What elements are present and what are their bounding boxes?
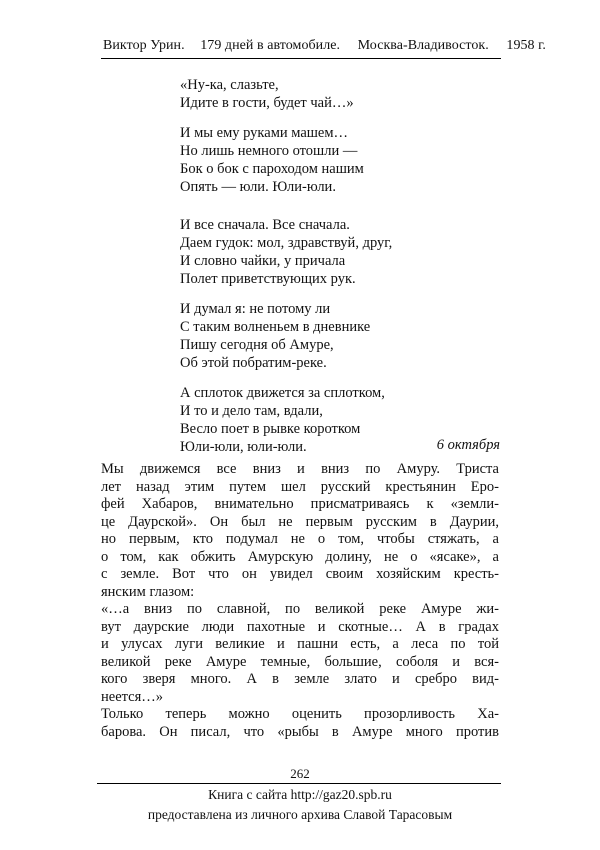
poem-line: Даем гудок: мол, здравствуй, друг, — [180, 235, 393, 251]
poem-stanza — [180, 300, 392, 372]
poem-stanza — [180, 124, 392, 196]
prose-line: и улусах луги великие и пашни есть, а леса по той — [101, 636, 499, 652]
entry-date: 6 октября — [436, 437, 500, 453]
footer-credit: предоставлена из личного архива Славой Тарасовым — [147, 807, 453, 822]
poem-line: И все сначала. Все сначала. — [180, 217, 350, 233]
header-title: 179 дней в автомобиле. — [200, 38, 341, 53]
poem-line: Опять — юли. Юли-юли. — [180, 179, 336, 195]
prose-line: неется…» — [101, 688, 164, 705]
footer-divider — [97, 783, 501, 784]
header-divider — [101, 58, 501, 59]
prose-line: кого зверя много. А в земле злато и сребро вид- — [101, 671, 499, 687]
poem — [180, 76, 392, 468]
page-number: 262 — [290, 766, 310, 781]
poem-line: Пишу сегодня об Амуре, — [180, 337, 334, 353]
poem-line: И думал я: не потому ли — [180, 301, 331, 317]
poem-line: «Ну-ка, слазьте, — [180, 77, 279, 93]
prose-line: великой реке Амуре темные, большие, соболя и вся- — [101, 653, 499, 670]
prose-line: с земле. Вот что он увидел своим хозяйским кресть- — [101, 566, 499, 582]
prose-body — [101, 461, 499, 741]
poem-line: С таким волненьем в дневнике — [180, 319, 371, 335]
prose-line: Мы движемся все вниз и вниз по Амуру. Триста — [101, 461, 499, 477]
poem-stanza — [180, 384, 392, 456]
poem-line: Но лишь немного отошли — — [180, 143, 358, 159]
prose-line: Только теперь можно оценить прозорливость Ха- — [101, 706, 499, 722]
running-header — [103, 38, 546, 54]
poem-line: Юли-юли, юли-юли. — [180, 439, 307, 455]
header-author: Виктор Урин. — [103, 38, 185, 53]
poem-line: Весло поет в рывке коротком — [180, 421, 361, 437]
prose-line: це Даурской». Он был не первым русским в Даурии, — [101, 513, 499, 530]
prose-line: янским глазом: — [101, 583, 195, 600]
prose-line: вут даурские люди пахотные и скотные… А в градах — [101, 618, 499, 635]
prose-line: «…а вниз по славной, по великой реке Амуре жи- — [101, 601, 499, 617]
prose-line: о том, как обжить Амурскую долину, не о «ясаке», а — [101, 548, 499, 565]
poem-line: Полет приветствующих рук. — [180, 271, 356, 287]
poem-line: Идите в гости, будет чай…» — [180, 95, 354, 111]
prose-line: барова. Он писал, что «рыбы в Амуре много против — [101, 723, 499, 740]
poem-line: Бок о бок с пароходом нашим — [180, 161, 364, 177]
poem-stanza — [180, 76, 392, 112]
footer-source-text: Книга с сайта http://gaz20.spb.ru — [208, 787, 392, 802]
poem-line: И то и дело там, вдали, — [180, 403, 323, 419]
prose-line: фей Хабаров, внимательно присматриваясь к «земли- — [101, 496, 499, 512]
header-year: 1958 г. — [506, 38, 546, 53]
poem-line: И словно чайки, у причала — [180, 253, 346, 269]
poem-line: А сплоток движется за сплотком, — [180, 385, 385, 401]
poem-stanza — [180, 216, 392, 288]
poem-line: Об этой побратим-реке. — [180, 355, 327, 371]
prose-line: лет назад этим путем шел русский крестьянин Еро- — [101, 478, 499, 495]
poem-line: И мы ему руками машем… — [180, 125, 349, 141]
header-route: Москва-Владивосток. — [357, 38, 489, 53]
footer-source — [0, 787, 600, 803]
prose-line: но первым, кто подумал не о том, чтобы стяжать, а — [101, 531, 499, 547]
